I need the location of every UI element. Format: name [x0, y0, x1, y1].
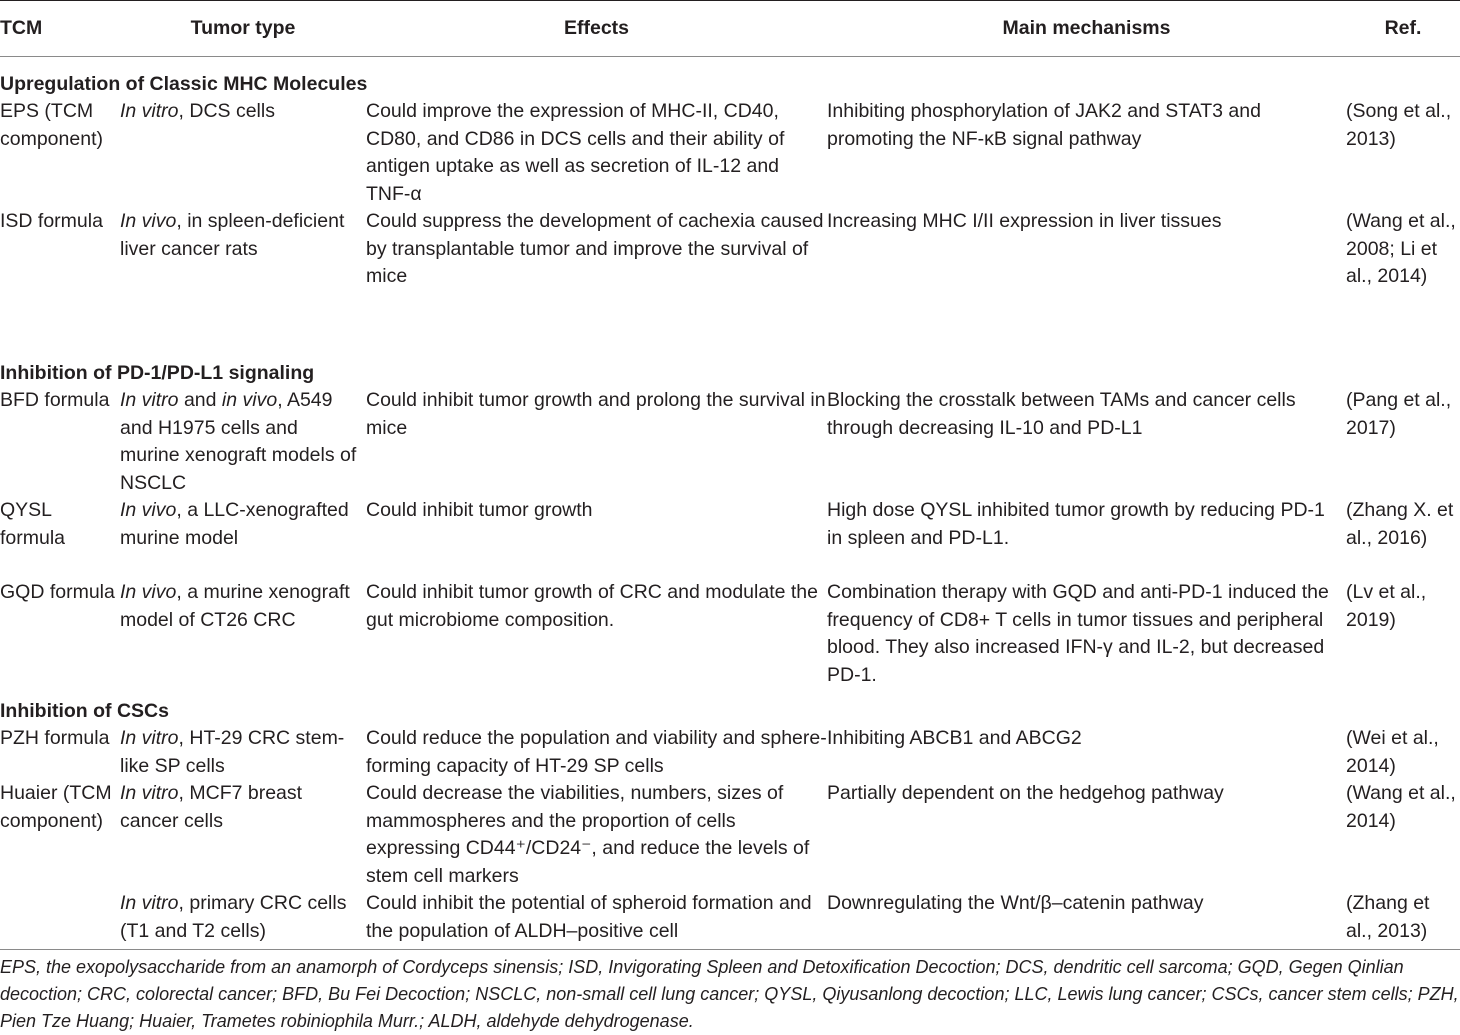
cell-mechanisms: Downregulating the Wnt/β–catenin pathway [827, 890, 1346, 950]
cell-tcm: ISD formula [0, 210, 103, 232]
cell-ref: (Lv et al., 2019) [1346, 581, 1427, 631]
cell-ref: (Wang et al., 2014) [1346, 782, 1456, 832]
table-row [0, 725, 1460, 780]
table-row [0, 387, 1460, 497]
cell-mechanisms: Inhibiting phosphorylation of JAK2 and STAT3 and promoting the NF-κB signal pathway [827, 100, 1261, 150]
cell-effects: Could inhibit tumor growth and prolong the survival in mice [366, 389, 826, 439]
column-header-ref: Ref. [1346, 1, 1460, 57]
cell-tumor-type: In vitro, MCF7 breast cancer cells [120, 782, 303, 832]
column-header-tumor-type: Tumor type [120, 1, 366, 57]
cell-tumor-type: In vitro, DCS cells [120, 100, 275, 122]
cell-tcm: PZH formula [0, 727, 110, 749]
cell-effects: Could decrease the viabilities, numbers, sizes of mammospheres and the proportion of cells expressing CD44⁺/CD24⁻, and reduce the levels of stem cell markers [366, 782, 810, 887]
cell-effects: Could improve the expression of MHC-II, CD40, CD80, and CD86 in DCS cells and their ability of antigen uptake as well as secretion of IL-12 and TNF-α [366, 100, 785, 205]
cell-tcm: BFD formula [0, 389, 110, 411]
table-row [0, 890, 1460, 950]
cell-mechanisms: High dose QYSL inhibited tumor growth by reducing PD-1 in spleen and PD-L1. [827, 499, 1325, 549]
section-title: Inhibition of CSCs [0, 700, 169, 722]
cell-mechanisms: Blocking the crosstalk between TAMs and cancer cells through decreasing IL-10 and PD-L1 [827, 389, 1296, 439]
column-header-mechanisms: Main mechanisms [827, 1, 1346, 57]
cell-mechanisms: Increasing MHC I/II expression in liver tissues [827, 210, 1222, 232]
cell-tumor-type: In vitro, HT-29 CRC stem-like SP cells [120, 727, 345, 777]
column-header-effects: Effects [366, 1, 827, 57]
table-footnote: EPS, the exopolysaccharide from an anamorph of Cordyceps sinensis; ISD, Invigorating Spleen and Detoxification Decoction; DCS, dendritic cell sarcoma; GQD, Gegen Qinlian decoction; CRC, colorectal cancer; BFD, Bu Fei Decoction; NSCLC, non-small cell lung cancer; QYSL, Qiyusanlong decoction; LLC, Lewis lung cancer; CSCs, cancer stem cells; PZH, Pien Tze Huang; Huaier, Trametes robiniophila Murr.; ALDH, aldehyde dehydrogenase. [0, 957, 1459, 1031]
cell-effects: Could reduce the population and viability and sphere-forming capacity of HT-29 SP cells [366, 727, 827, 777]
section-title: Upregulation of Classic MHC Molecules [0, 73, 368, 95]
table-row [0, 780, 1460, 890]
cell-ref: (Pang et al., 2017) [1346, 389, 1452, 439]
cell-effects: Could inhibit tumor growth of CRC and modulate the gut microbiome composition. [366, 581, 818, 631]
cell-mechanisms: Inhibiting ABCB1 and ABCG2 [827, 727, 1082, 749]
table-body [0, 57, 1460, 950]
table-row [0, 579, 1460, 689]
table-row [0, 98, 1460, 208]
cell-effects: Could suppress the development of cachexia caused by transplantable tumor and improve the survival of mice [366, 210, 824, 287]
table-row [0, 497, 1460, 579]
section-title: Inhibition of PD-1/PD-L1 signaling [0, 362, 315, 384]
cell-tcm [0, 890, 120, 950]
cell-ref: (Zhang et al., 2013) [1346, 890, 1460, 950]
cell-effects: Could inhibit tumor growth [366, 499, 593, 521]
cell-tumor-type: In vivo, a LLC-xenografted murine model [120, 499, 349, 549]
cell-tumor-type: In vivo, a murine xenograft model of CT26 CRC [120, 581, 350, 631]
table-header [0, 1, 1460, 57]
cell-ref: (Wei et al., 2014) [1346, 727, 1439, 777]
cell-ref: (Song et al., 2013) [1346, 100, 1452, 150]
cell-ref: (Wang et al., 2008; Li et al., 2014) [1346, 210, 1456, 287]
cell-mechanisms: Partially dependent on the hedgehog pathway [827, 782, 1224, 804]
cell-tumor-type: In vitro, primary CRC cells (T1 and T2 cells) [120, 890, 366, 950]
cell-tcm: EPS (TCM component) [0, 100, 103, 150]
cell-tumor-type: In vivo, in spleen-deficient liver cancer rats [120, 210, 345, 260]
cell-tumor-type: In vitro and in vivo, A549 and H1975 cells and murine xenograft models of NSCLC [120, 389, 357, 494]
cell-ref: (Zhang X. et al., 2016) [1346, 499, 1454, 549]
cell-effects: Could inhibit the potential of spheroid formation and the population of ALDH–positive cell [366, 890, 827, 950]
cell-tcm: Huaier (TCM component) [0, 782, 112, 832]
table-row [0, 208, 1460, 346]
cell-tcm: GQD formula [0, 581, 115, 603]
cell-tcm: QYSL formula [0, 499, 66, 549]
cell-mechanisms: Combination therapy with GQD and anti-PD-1 induced the frequency of CD8+ T cells in tumor tissues and peripheral blood. They also increased IFN-γ and IL-2, but decreased PD-1. [827, 581, 1329, 686]
column-header-tcm: TCM [0, 1, 120, 57]
